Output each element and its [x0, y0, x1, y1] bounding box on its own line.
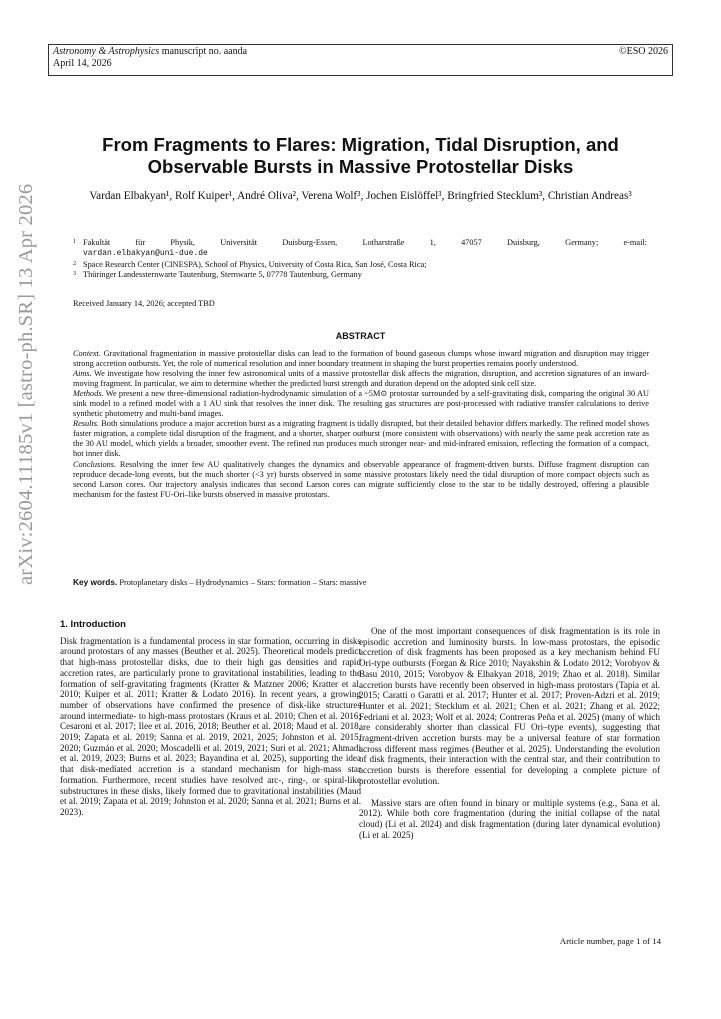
journal-line — [53, 46, 247, 58]
left-column — [60, 620, 361, 818]
affiliation-text: Space Research Center (CINESPA), School of Physics, University of Costa Rica, San José, Costa Rica; — [83, 259, 427, 269]
author-list: Vardan Elbakyan¹, Rolf Kuiper¹, André Oliva², Verena Wolf³, Jochen Eislöffel³, Bringfried Stecklum³, Christian Andreas³ — [89, 190, 632, 202]
aims-label: Aims. — [73, 369, 92, 379]
methods-label: Methods. — [73, 389, 104, 399]
conclusions-text: Resolving the inner few AU qualitatively changes the dynamics and observable appearance of fragment-driven bursts. Diffuse fragment disruption can reproduce decade-long events, but the much shorter (<3 yr) bursts observed in some massive protostars likely need the tidal disruption of more compact objects such as second Larson cores. Our trajectory analysis indicates that second Larson cores can migrate sufficiently close to the star to be tidally destroyed, offering a plausible mechanism for the fastest FU-Ori–like bursts observed in massive protostars. — [73, 459, 649, 499]
journal-name: Astronomy & Astrophysics — [53, 46, 160, 57]
page-footer: Article number, page 1 of 14 — [559, 936, 661, 946]
intro-paragraph-1: Disk fragmentation is a fundamental process in star formation, occurring in disks around protostars of any masses (Beuther et al. 2025). Theoretical models predict that high-mass protostellar disks, due to their high gas densities and rapid accretion rates, are particularly prone to gravitational instabilities, leading to the formation of self-gravitating fragments (Kratter & Matzner 2006; Kratter et al. 2010; Kuiper et al. 2011; Kratter & Lodato 2016). In recent years, a growing number of observations have confirmed the presence of disk-like structures around intermediate- to high-mass protostars (Kraus et al. 2010; Chen et al. 2016; Cesaroni et al. 2017; Ilee et al. 2016, 2018; Beuther et al. 2018; Maud et al. 2018, 2019; Zapata et al. 2019; Sanna et al. 2019, 2021, 2025; Johnston et al. 2015, 2020; Guzmán et al. 2020; Moscadelli et al. 2019, 2021; Suri et al. 2021; Ahmadi et al. 2019, 2023; Burns et al. 2023; Bayandina et al. 2025), supporting the idea that disk-mediated accretion is a standard mechanism for high-mass star formation. Furthermore, recent studies have resolved arc-, ring-, or spiral-like substructures in these disks, likely formed due to gravitational instabilities (Maud et al. 2019; Zapata et al. 2019; Johnston et al. 2020; Sanna et al. 2021; Burns et al. 2023). — [60, 635, 361, 817]
abstract-heading: ABSTRACT — [335, 331, 386, 341]
affiliation-1-email — [73, 248, 647, 259]
abstract-context — [73, 349, 649, 369]
header-date: April 14, 2026 — [53, 57, 112, 69]
keywords — [73, 577, 649, 587]
section-heading: 1. Introduction — [60, 619, 126, 630]
affiliation-text: Thüringer Landessternwarte Tautenburg, Sternwarte 5, 07778 Tautenburg, Germany — [83, 270, 362, 280]
affiliation-number: 1 — [73, 239, 76, 245]
received-date: Received January 14, 2026; accepted TBD — [73, 299, 215, 308]
affiliations — [73, 238, 647, 281]
copyright: ©ESO 2026 — [619, 46, 668, 57]
affiliation-number: 2 — [73, 260, 76, 267]
aims-text: We investigate how resolving the inner few astronomical units of a massive protostellar disk affects the migration, disruption, and accretion signatures of an inward-moving fragment. In particular, we aim to determine whether the predicted burst strength and duration depend on the adopted sink cell size. — [73, 369, 649, 389]
results-text: Both simulations produce a major accretion burst as a migrating fragment is tidally disrupted, but their detailed behavior differs markedly. The refined model shows faster migration, a complete tidal disruption of the fragment, and a shorter, sharper outburst (more consistent with observations) with nearly the same peak accretion rate as the 30 AU model, which yields a broader, smoother event. The refined run produces much stronger near- and mid-infrared emission, reflecting the formation of a compact, hot inner disk. — [73, 419, 649, 459]
keywords-label: Key words. — [73, 577, 118, 587]
intro-paragraph-3: Massive stars are often found in binary or multiple systems (e.g., Sana et al. 2012). While both core fragmentation (during the initial collapse of the natal cloud) (Li et al. 2024) and disk fragmentation (during later dynamical evolution) (Li et al. 2025) — [359, 797, 660, 840]
keywords-text: Protoplanetary disks – Hydrodynamics – Stars: formation – Stars: massive — [119, 578, 367, 587]
abstract-results — [73, 419, 649, 459]
context-text: Gravitational fragmentation in massive protostellar disks can lead to the formation of bound gaseous clumps whose inward migration and disruption may trigger strong accretion outbursts. Yet, the role of numerical resolution and inner boundary treatment in shaping the burst properties remains poorly understood. — [73, 349, 649, 369]
abstract-conclusions — [73, 460, 649, 500]
affiliation-number: 3 — [73, 271, 76, 278]
context-label: Context. — [73, 349, 101, 358]
affiliation-text: Fakultät für Physik, Universität Duisburg-Essen, Lotharstraße 1, 47057 Duisburg, Germany; e-mail: — [83, 238, 647, 247]
abstract — [73, 349, 649, 500]
email-link[interactable]: vardan.elbakyan@uni-due.de — [83, 249, 208, 259]
paper-title: From Fragments to Flares: Migration, Tidal Disruption, and Observable Bursts in Massive Protostellar Disks — [102, 134, 619, 177]
methods-text: We present a new three-dimensional radiation-hydrodynamic simulation of a ~5M⊙ protostar surrounded by a self-gravitating disk, comparing the original 30 AU sink model to a refined model with a 1 AU sink that resolves the inner disk. The resulting gas structures are post-processed with radiative transfer calculations to derive synthetic photometry and multi-band images. — [73, 389, 649, 419]
manuscript-header — [48, 44, 673, 76]
affiliation-3 — [73, 270, 647, 280]
right-column — [359, 626, 660, 840]
conclusions-label: Conclusions. — [73, 459, 117, 469]
results-label: Results. — [73, 419, 100, 429]
abstract-methods — [73, 389, 649, 419]
affiliation-1 — [73, 238, 647, 248]
manuscript-number: manuscript no. aanda — [161, 46, 248, 57]
intro-paragraph-2: One of the most important consequences of disk fragmentation is its role in episodic accretion and luminosity bursts. In low-mass protostars, the episodic accretion of disk fragments has been proposed as a key mechanism behind FU Ori-type outbursts (Forgan & Rice 2010; Nayakshin & Lodato 2012; Vorobyov & Basu 2010, 2015; Vorobyov & Elbakyan 2018, 2019; Zhao et al. 2018). Similar accretion bursts have recently been observed in high-mass protostars (Tapia et al. 2015; Caratti o Garatti et al. 2017; Hunter et al. 2017; Proven-Adzri et al. 2019; Hunter et al. 2021; Stecklum et al. 2021; Chen et al. 2021; Zhang et al. 2022; Fedriani et al. 2023; Wolf et al. 2024; Contreras Peña et al. 2025) (many of which are considerably shorter than classical FU Ori–type events), suggesting that fragment-driven accretion bursts may be a universal feature of star formation across different mass regimes (Beuther et al. 2025). Understanding the evolution of disk fragments, their interaction with the central star, and their contribution to accretion bursts is therefore essential for developing a complete picture of protostellar evolution. — [359, 626, 660, 786]
affiliation-2 — [73, 260, 647, 270]
abstract-aims — [73, 369, 649, 389]
arxiv-stamp: arXiv:2604.11185v1 [astro-ph.SR] 13 Apr 2026 — [15, 183, 37, 585]
